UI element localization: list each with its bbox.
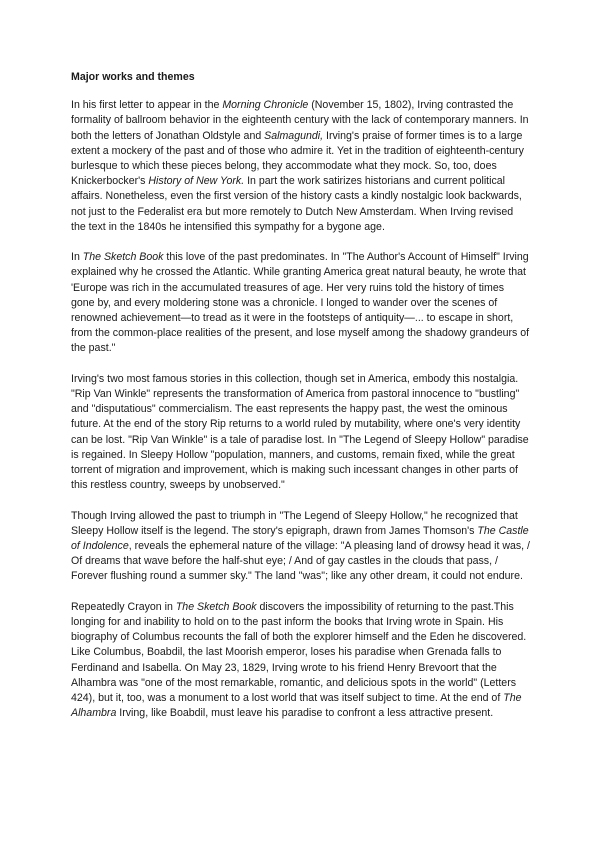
p4-text-a: Though Irving allowed the past to triumph in "The Legend of Sleepy Hollow," he recognized that Sleepy Hollow itself is the legend. The story's epigraph, drawn from James Thomson's [71, 509, 518, 537]
p5-title-alhambra: The Alhambra [71, 692, 522, 720]
p5-text-a: Repeatedly Crayon in [71, 600, 176, 613]
p1-text-e: Irving's praise of former times is to a large extent a mockery of the past and of those who admire it. Yet in the tradition of eighteenth-century burlesque to which these pieces belong, they accommodate what they mock. So, too, does Knickerbocker's [71, 129, 524, 188]
p2-text-c: this love of the past predominates. In "The Author's Account of Himself" Irving explained why he crossed the Atlantic. While granting America great natural beauty, he wrote that 'Europe was rich in the accumulated treasures of age. Her very ruins told the history of times gone by, and every moldering stone was a chronicle. I longed to wander over the scenes of renowned achievement—to tread as it were in the footsteps of antiquity—... to escape in short, from the common-place realities of the present, and lose myself among the shadowy grandeurs of the past." [71, 251, 530, 355]
p1-text-a: In his first letter to appear in the [71, 99, 223, 112]
paragraph-3: Irving's two most famous stories in this collection, though set in America, embody this nostalgia. "Rip Van Winkle" represents the transformation of America from pastoral innocence to "bustling" and "disputatious" commercialism. The east represents the happy past, the west the ominous future. At the end of the story Rip returns to a world ruled by mutability, where one's very identity can be lost. "Rip Van Winkle" is a tale of paradise lost. In "The Legend of Sleepy Hollow" paradise is regained. In Sleepy Hollow "population, manners, and customs, remain fixed, while the great torrent of migration and improvement, which is making such incessant changes in other parts of this restless country, sweeps by unobserved." [71, 372, 529, 492]
p1-text-c: (November 15, 1802), Irving contrasted the formality of ballroom behavior in the eighteenth century with the lack of contemporary manners. In both the letters of Jonathan Oldstyle and [71, 99, 529, 142]
section-heading: Major works and themes [71, 71, 195, 83]
paragraph-2 [71, 250, 530, 356]
p2-title-sketch-book: The Sketch Book [82, 251, 164, 264]
p1-title-history-of-new-york: History of New York. [148, 175, 245, 188]
p1-title-morning-chronicle: Morning Chronicle [222, 99, 309, 112]
paragraph-1 [71, 98, 530, 235]
p4-title-castle-of-indolence: The Castle of Indolence [71, 524, 529, 553]
paragraph-5 [71, 600, 530, 722]
paragraph-4 [71, 509, 530, 585]
p5-title-sketch-book: The Sketch Book [175, 600, 257, 613]
p1-title-salmagundi: Salmagundi, [264, 129, 324, 142]
p4-text-c: , reveals the ephemeral nature of the village: "A pleasing land of drowsy head it was, / Of dreams that wave before the half-shut eye; / And of gay castles in the clouds that pass, / Forever flushing round a summer sky." The land "was"; like any other dream, it could not endure. [71, 540, 530, 583]
p5-text-c: discovers the impossibility of returning to the past.This longing for and inability to hold on to the past inform the books that Irving wrote in Spain. His biography of Columbus recounts the fall of both the explorer himself and the Eden he discovered. Like Columbus, Boabdil, the last Moorish emperor, loses his paradise when Grenada falls to Ferdinand and Isabella. On May 23, 1829, Irving wrote to his friend Henry Brevoort that the Alhambra was "one of the most remarkable, romantic, and delicious spots in the world" (Letters 424), but it, too, was a monument to a lost world that was itself subject to time. At the end of [71, 600, 527, 705]
p2-text-a: In [71, 251, 83, 264]
p1-text-g: In part the work satirizes historians and current political affairs. Nonetheless, even the first version of the history casts a kindly nostalgic look backwards, not just to the Federalist era but more remotely to Dutch New Amsterdam. When Irving revised the text in the 1840s he intensified this sympathy for a bygone age. [71, 175, 522, 233]
p5-text-e: Irving, like Boabdil, must leave his paradise to confront a less attractive present. [116, 707, 494, 720]
